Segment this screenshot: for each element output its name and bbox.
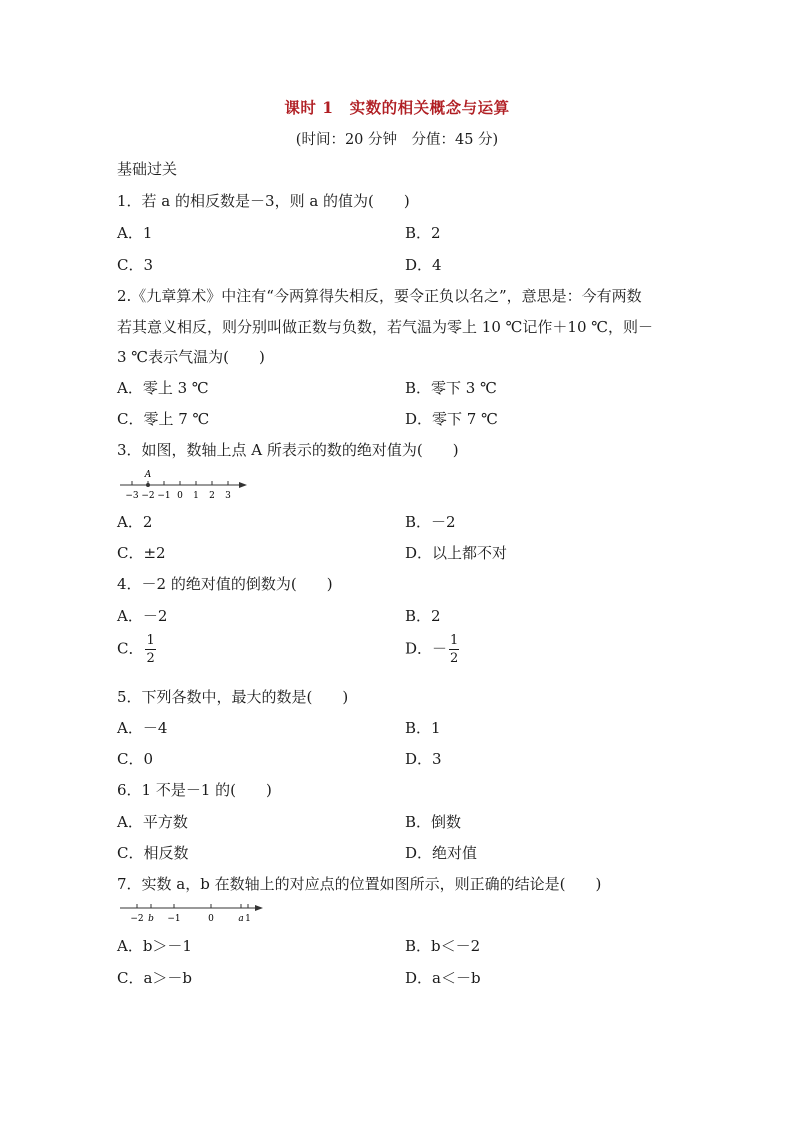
q3-stem: 3．如图，数轴上点 A 所表示的数的绝对值为( ) xyxy=(117,441,459,459)
q1-option-a: A．1 xyxy=(117,224,153,242)
q1-stem: 1．若 a 的相反数是－3，则 a 的值为( ) xyxy=(117,192,410,210)
tick-label: 0 xyxy=(208,914,214,924)
tick-label: 0 xyxy=(177,491,183,501)
q5-option-a: A．－4 xyxy=(117,719,168,737)
q4-option-c-fraction xyxy=(145,634,155,665)
time-score-info: (时间：20 分钟 分值：45 分) xyxy=(295,132,499,148)
q7-option-b: B．b＜－2 xyxy=(405,937,481,955)
q4-option-a: A．－2 xyxy=(117,607,168,625)
section-heading: 基础过关 xyxy=(117,160,178,178)
q5-option-b: B．1 xyxy=(405,719,441,737)
page-title: 课时 1 实数的相关概念与运算 xyxy=(284,98,510,117)
tick-label: 3 xyxy=(225,491,231,501)
tick-label: −3 xyxy=(125,491,139,501)
q2-option-d: D．零下 7 ℃ xyxy=(405,410,498,428)
tick-label: −2 xyxy=(141,491,155,501)
fraction-denominator: 2 xyxy=(450,651,459,666)
q3-option-b: B．－2 xyxy=(405,513,456,531)
q6-option-c: C．相反数 xyxy=(117,844,189,862)
q7-option-c: C．a＞－b xyxy=(117,969,193,987)
fraction-numerator: 1 xyxy=(146,633,155,648)
q5-option-d: D．3 xyxy=(405,750,442,768)
q2-option-b: B．零下 3 ℃ xyxy=(405,379,497,397)
q5-stem: 5．下列各数中，最大的数是( ) xyxy=(117,688,349,706)
q2-stem-line2: 若其意义相反，则分别叫做正数与负数，若气温为零上 10 ℃记作＋10 ℃，则－ xyxy=(117,318,654,336)
point-a-label: A xyxy=(144,470,152,480)
q3-option-d: D．以上都不对 xyxy=(405,544,508,562)
q4-option-d-fraction xyxy=(449,634,459,665)
q4-stem: 4．－2 的绝对值的倒数为( ) xyxy=(117,575,333,593)
tick-label: −2 xyxy=(130,914,144,924)
tick-label: 1 xyxy=(245,914,251,924)
q1-option-d: D．4 xyxy=(405,256,442,274)
q4-option-d-prefix: D．－ xyxy=(405,639,448,658)
point-b-label: b xyxy=(148,914,154,924)
q5-option-c: C．0 xyxy=(117,750,154,768)
q3-option-c: C．±2 xyxy=(117,544,166,562)
q4-option-c xyxy=(117,634,156,665)
q6-option-d: D．绝对值 xyxy=(405,844,478,862)
q6-option-a: A．平方数 xyxy=(117,813,188,831)
q6-option-b: B．倒数 xyxy=(405,813,462,831)
q2-option-c: C．零上 7 ℃ xyxy=(117,410,210,428)
q7-stem: 7．实数 a，b 在数轴上的对应点的位置如图所示，则正确的结论是( ) xyxy=(117,875,602,893)
point-a-label: a xyxy=(238,914,244,924)
q6-stem: 6．1 不是－1 的( ) xyxy=(117,781,272,799)
tick-label: −1 xyxy=(167,914,181,924)
q7-option-a: A．b＞－1 xyxy=(117,937,192,955)
q3-number-line-figure xyxy=(117,468,257,506)
q4-option-d xyxy=(405,634,459,665)
q2-stem-line3: 3 ℃表示气温为( ) xyxy=(117,348,265,366)
fraction-numerator: 1 xyxy=(450,633,459,648)
point-a-marker xyxy=(146,483,150,487)
q4-option-b: B．2 xyxy=(405,607,441,625)
q4-option-c-prefix: C． xyxy=(117,639,144,658)
q7-number-line-figure xyxy=(117,900,272,930)
fraction-denominator: 2 xyxy=(146,651,155,666)
tick-label: 2 xyxy=(209,491,215,501)
tick-label: −1 xyxy=(157,491,171,501)
q1-option-c: C．3 xyxy=(117,256,154,274)
q3-option-a: A．2 xyxy=(117,513,153,531)
tick-label: 1 xyxy=(193,491,199,501)
q1-option-b: B．2 xyxy=(405,224,441,242)
q2-stem-line1: 2.《九章算术》中注有“今两算得失相反，要令正负以名之”，意思是：今有两数 xyxy=(117,287,642,305)
q2-option-a: A．零上 3 ℃ xyxy=(117,379,209,397)
q7-option-d: D．a＜－b xyxy=(405,969,481,987)
